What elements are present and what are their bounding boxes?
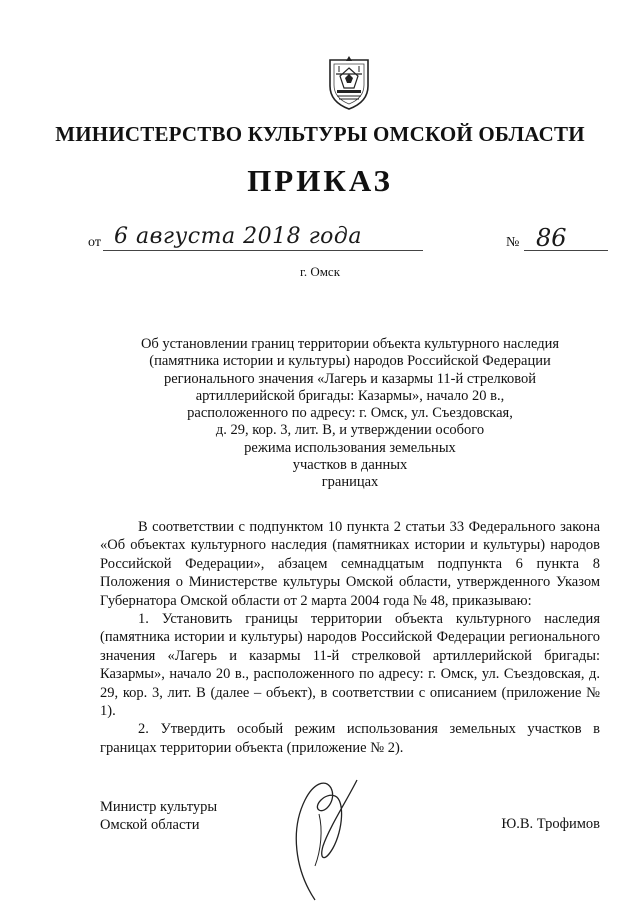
date-number-row [88,224,608,254]
order-subject [100,336,600,492]
subject-line: регионального значения «Лагерь и казармы 11-й стрелковой [163,370,537,387]
date-label: от [88,235,101,250]
position-line: Омской области [100,817,200,833]
handwritten-number: 86 [536,224,567,252]
number-label: № [506,235,520,250]
date-underline [103,250,423,251]
position-line: Министр культуры [100,799,218,815]
signatory-position [100,798,217,834]
subject-line: Об установлении границ территории объекта культурного наследия [140,336,560,352]
subject-line: границах [321,474,379,491]
preamble-paragraph: В соответствии с подпунктом 10 пункта 2 статьи 33 Федерального закона «Об объектах культурного наследия (памятниках истории и культуры) народов Российской Федерации», абзацем семнадцатым подпункта 6 пункта 8 Положения о Министерстве культуры Омской области, утвержденного Указом Губернатора Омской области от 2 марта 2004 года № 48, приказываю: [100,519,600,609]
subject-line: артиллерийской бригады: Казармы», начало 20 в., [195,387,505,404]
subject-line: режима использования земельных [244,439,456,456]
coat-of-arms-icon [326,52,372,112]
subject-line: участков в данных [292,457,408,474]
order-title: ПРИКАЗ [247,163,393,198]
order-body [100,518,600,757]
ministry-title: МИНИСТЕРСТВО КУЛЬТУРЫ ОМСКОЙ ОБЛАСТИ [55,122,585,146]
signatory-name: Ю.В. Трофимов [501,816,600,832]
handwritten-date: 6 августа 2018 года [114,224,362,249]
subject-line: д. 29, кор. 3, лит. В, и утверждении особого [215,422,485,439]
city: г. Омск [299,264,341,279]
item-2-paragraph: 2. Утвердить особый режим использования земельных участков в границах территории объекта (приложение № 2). [100,721,600,756]
handwritten-signature [285,770,375,905]
subject-line: (памятника истории и культуры) народов Российской Федерации [149,353,551,370]
item-1-paragraph: 1. Установить границы территории объекта культурного наследия (памятника истории и культуры) народов Российской Федерации регионального значения «Лагерь и казармы 11-й стрелковой артиллерийской бригады: Казармы», начало 20 в., расположенного по адресу: г. Омск, ул. Съездовская, д. 29, кор. 3, лит. В (далее – объект), в соответствии с описанием (приложение № 1). [100,611,600,720]
subject-line: расположенного по адресу: г. Омск, ул. Съездовская, [187,405,513,422]
